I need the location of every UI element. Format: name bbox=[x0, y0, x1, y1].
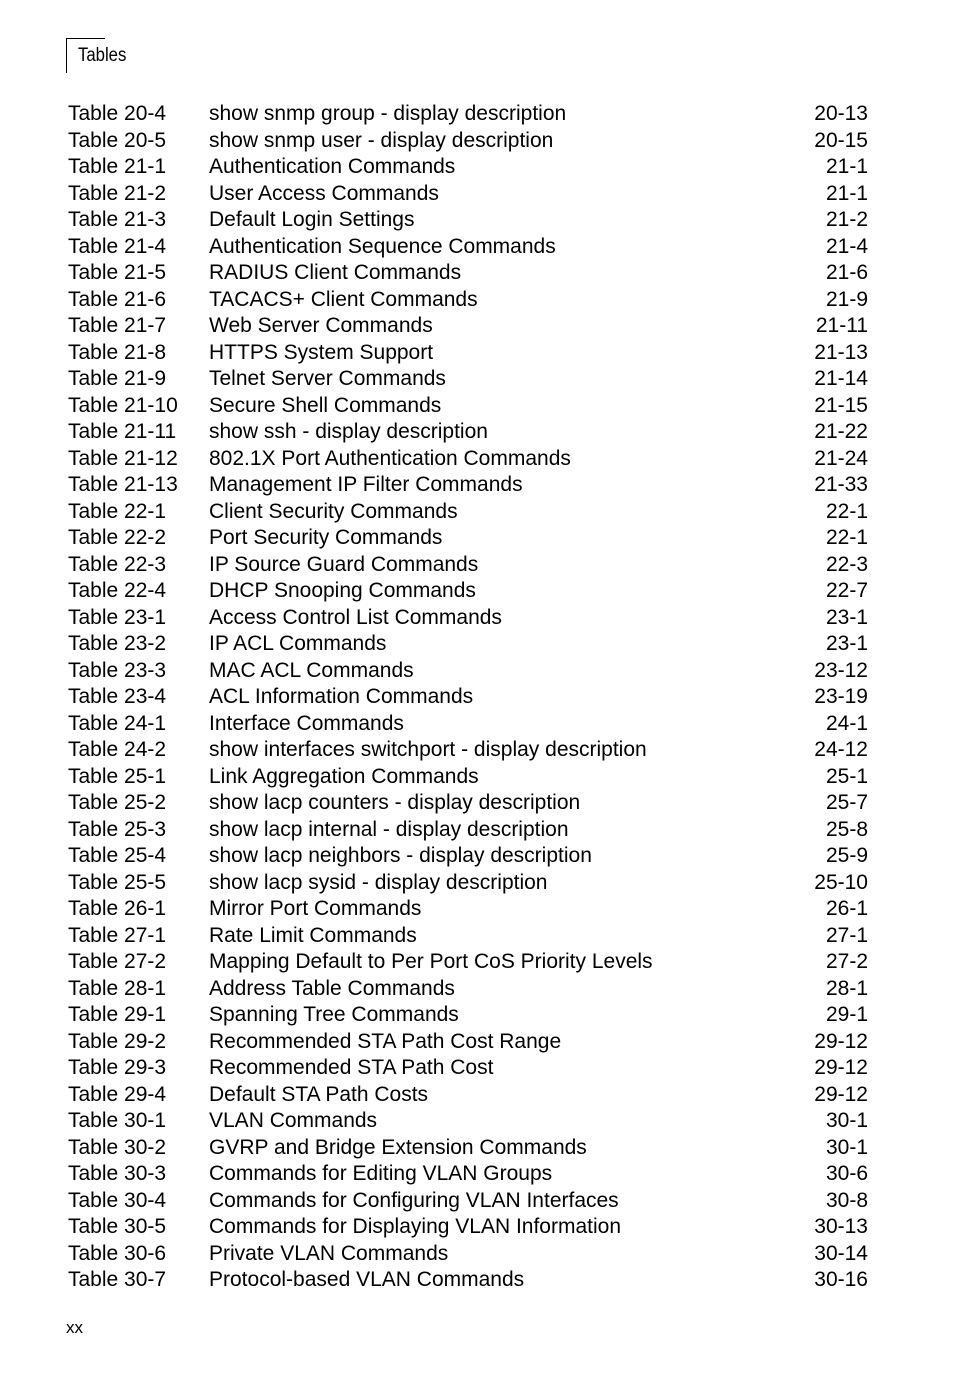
table-title: Management IP Filter Commands bbox=[209, 473, 523, 496]
toc-entry[interactable] bbox=[68, 817, 868, 844]
table-number: Table 25-5 bbox=[68, 870, 167, 894]
toc-entry[interactable] bbox=[68, 181, 868, 208]
page-reference: 29-1 bbox=[825, 1003, 868, 1026]
page-reference: 20-15 bbox=[814, 128, 868, 152]
page-reference: 23-12 bbox=[814, 658, 868, 682]
page-number: xx bbox=[66, 1318, 83, 1337]
page-reference: 29-12 bbox=[814, 1082, 868, 1106]
table-title: Recommended STA Path Cost bbox=[209, 1056, 494, 1079]
table-number: Table 21-8 bbox=[68, 340, 167, 364]
table-number: Table 21-3 bbox=[68, 208, 167, 231]
page-reference: 30-6 bbox=[825, 1162, 868, 1185]
table-title: Port Security Commands bbox=[209, 526, 443, 549]
table-number: Table 21-4 bbox=[68, 234, 167, 258]
table-title: Secure Shell Commands bbox=[209, 393, 442, 417]
page-reference: 22-1 bbox=[825, 499, 868, 523]
page-reference: 30-1 bbox=[825, 1135, 868, 1159]
table-number: Table 21-2 bbox=[68, 181, 167, 205]
table-number: Table 23-2 bbox=[68, 632, 167, 655]
table-title: show lacp sysid - display description bbox=[209, 870, 548, 894]
table-title: Spanning Tree Commands bbox=[209, 1003, 459, 1026]
page-reference: 29-12 bbox=[814, 1056, 868, 1079]
table-number: Table 29-1 bbox=[68, 1003, 167, 1026]
table-number: Table 25-1 bbox=[68, 764, 167, 788]
table-title: Mapping Default to Per Port CoS Priority Levels bbox=[209, 950, 653, 973]
toc-entry[interactable] bbox=[68, 446, 868, 473]
table-number: Table 22-3 bbox=[68, 552, 167, 576]
table-number: Table 25-2 bbox=[68, 791, 167, 814]
table-number: Table 23-4 bbox=[68, 685, 167, 708]
page-reference: 21-33 bbox=[814, 473, 868, 496]
table-title: show lacp neighbors - display description bbox=[209, 844, 592, 867]
toc-entry[interactable] bbox=[68, 1135, 868, 1162]
page-reference: 21-13 bbox=[814, 340, 868, 364]
toc-entry[interactable] bbox=[68, 207, 868, 234]
running-header bbox=[66, 38, 127, 73]
toc-entry[interactable] bbox=[68, 472, 868, 499]
toc-entry[interactable] bbox=[68, 658, 868, 685]
toc-entry[interactable] bbox=[68, 684, 868, 711]
table-title: Mirror Port Commands bbox=[209, 897, 422, 920]
table-title: RADIUS Client Commands bbox=[209, 261, 462, 284]
page-reference: 23-19 bbox=[814, 685, 868, 708]
table-number: Table 21-6 bbox=[68, 287, 167, 311]
table-title: Commands for Editing VLAN Groups bbox=[209, 1162, 553, 1185]
page-reference: 22-1 bbox=[825, 526, 868, 549]
page-reference: 21-2 bbox=[825, 208, 868, 231]
page-reference: 24-1 bbox=[825, 711, 868, 735]
table-number: Table 23-1 bbox=[68, 605, 167, 629]
toc-entry[interactable] bbox=[68, 287, 868, 314]
table-title: Client Security Commands bbox=[209, 499, 458, 523]
toc-entry[interactable] bbox=[68, 605, 868, 632]
toc-entry[interactable] bbox=[68, 1055, 868, 1082]
toc-entry[interactable] bbox=[68, 499, 868, 526]
toc-entry[interactable] bbox=[68, 843, 868, 870]
toc-entry[interactable] bbox=[68, 1108, 868, 1135]
table-number: Table 25-4 bbox=[68, 844, 167, 867]
page-reference: 25-9 bbox=[825, 844, 868, 867]
table-of-contents-list bbox=[68, 101, 868, 1294]
table-number: Table 21-10 bbox=[68, 393, 178, 417]
table-title: GVRP and Bridge Extension Commands bbox=[209, 1135, 587, 1159]
page-reference: 24-12 bbox=[814, 738, 868, 761]
page-reference: 28-1 bbox=[825, 976, 868, 1000]
table-number: Table 20-5 bbox=[68, 128, 167, 152]
page-reference: 23-1 bbox=[825, 605, 868, 629]
table-number: Table 27-1 bbox=[68, 923, 167, 947]
table-title: Private VLAN Commands bbox=[209, 1241, 449, 1265]
toc-entry[interactable] bbox=[68, 1241, 868, 1268]
table-number: Table 30-1 bbox=[68, 1109, 167, 1132]
page-reference: 23-1 bbox=[825, 632, 868, 655]
page-reference: 21-15 bbox=[814, 393, 868, 417]
table-title: show snmp group - display description bbox=[209, 102, 567, 125]
table-number: Table 21-11 bbox=[68, 420, 177, 443]
table-number: Table 21-9 bbox=[68, 367, 167, 390]
toc-entry[interactable] bbox=[68, 234, 868, 261]
table-number: Table 28-1 bbox=[68, 976, 167, 1000]
table-title: IP Source Guard Commands bbox=[209, 552, 479, 576]
table-title: Link Aggregation Commands bbox=[209, 764, 479, 788]
toc-entry[interactable] bbox=[68, 764, 868, 791]
page-reference: 21-1 bbox=[825, 155, 868, 178]
toc-entry[interactable] bbox=[68, 1002, 868, 1029]
page-reference: 30-1 bbox=[825, 1109, 868, 1132]
table-number: Table 24-2 bbox=[68, 738, 167, 761]
page-reference: 22-7 bbox=[825, 579, 868, 602]
toc-entry[interactable] bbox=[68, 711, 868, 738]
table-number: Table 21-5 bbox=[68, 261, 167, 284]
toc-entry[interactable] bbox=[68, 923, 868, 950]
table-title: ACL Information Commands bbox=[209, 685, 474, 708]
table-title: Default STA Path Costs bbox=[209, 1082, 429, 1106]
toc-entry[interactable] bbox=[68, 340, 868, 367]
toc-entry[interactable] bbox=[68, 128, 868, 155]
page-reference: 27-2 bbox=[825, 950, 868, 973]
table-title: TACACS+ Client Commands bbox=[209, 287, 478, 311]
table-number: Table 21-7 bbox=[68, 314, 167, 337]
page-reference: 21-1 bbox=[825, 181, 868, 205]
page-reference: 20-13 bbox=[814, 102, 868, 125]
toc-entry[interactable] bbox=[68, 896, 868, 923]
table-title: HTTPS System Support bbox=[209, 340, 434, 364]
toc-entry[interactable] bbox=[68, 1267, 868, 1294]
toc-entry[interactable] bbox=[68, 525, 868, 552]
table-title: Web Server Commands bbox=[209, 314, 433, 337]
table-title: show lacp internal - display description bbox=[209, 817, 569, 841]
page-reference: 25-1 bbox=[825, 764, 868, 788]
table-title: Recommended STA Path Cost Range bbox=[209, 1029, 562, 1053]
toc-entry[interactable] bbox=[68, 1029, 868, 1056]
toc-entry[interactable] bbox=[68, 552, 868, 579]
table-title: show snmp user - display description bbox=[209, 128, 554, 152]
page-reference: 26-1 bbox=[825, 897, 868, 920]
table-title: Telnet Server Commands bbox=[209, 367, 446, 390]
table-title: Address Table Commands bbox=[209, 976, 455, 1000]
table-title: Authentication Sequence Commands bbox=[209, 234, 556, 258]
page-reference: 30-14 bbox=[814, 1241, 868, 1265]
table-title: Rate Limit Commands bbox=[209, 923, 417, 947]
page-reference: 21-24 bbox=[814, 446, 868, 470]
table-number: Table 30-5 bbox=[68, 1215, 167, 1238]
table-title: Access Control List Commands bbox=[209, 605, 502, 629]
toc-entry[interactable] bbox=[68, 154, 868, 181]
toc-entry[interactable] bbox=[68, 1161, 868, 1188]
table-title: MAC ACL Commands bbox=[209, 658, 414, 682]
table-number: Table 23-3 bbox=[68, 658, 167, 682]
table-number: Table 30-4 bbox=[68, 1188, 167, 1212]
table-number: Table 24-1 bbox=[68, 711, 167, 735]
table-number: Table 30-2 bbox=[68, 1135, 167, 1159]
toc-entry[interactable] bbox=[68, 313, 868, 340]
table-number: Table 29-2 bbox=[68, 1029, 167, 1053]
table-number: Table 30-6 bbox=[68, 1241, 167, 1265]
table-number: Table 20-4 bbox=[68, 102, 167, 125]
table-number: Table 21-12 bbox=[68, 446, 178, 470]
toc-entry[interactable] bbox=[68, 631, 868, 658]
page-reference: 21-4 bbox=[825, 234, 868, 258]
table-title: VLAN Commands bbox=[209, 1109, 378, 1132]
toc-entry[interactable] bbox=[68, 101, 868, 128]
table-number: Table 22-4 bbox=[68, 579, 167, 602]
toc-entry[interactable] bbox=[68, 260, 868, 287]
toc-entry[interactable] bbox=[68, 790, 868, 817]
table-title: Interface Commands bbox=[209, 711, 404, 735]
page-reference: 21-14 bbox=[814, 367, 868, 390]
page-reference: 30-16 bbox=[814, 1268, 868, 1291]
toc-entry[interactable] bbox=[68, 1188, 868, 1215]
table-number: Table 26-1 bbox=[68, 897, 167, 920]
table-number: Table 30-7 bbox=[68, 1268, 167, 1291]
table-title: show ssh - display description bbox=[209, 420, 488, 443]
page-reference: 21-6 bbox=[825, 261, 868, 284]
toc-entry[interactable] bbox=[68, 976, 868, 1003]
table-title: Default Login Settings bbox=[209, 208, 415, 231]
table-title: Commands for Configuring VLAN Interfaces bbox=[209, 1188, 619, 1212]
table-number: Table 22-2 bbox=[68, 526, 167, 549]
table-number: Table 29-4 bbox=[68, 1082, 167, 1106]
table-number: Table 25-3 bbox=[68, 817, 167, 841]
toc-entry[interactable] bbox=[68, 578, 868, 605]
page-reference: 22-3 bbox=[825, 552, 868, 576]
page-reference: 27-1 bbox=[825, 923, 868, 947]
toc-entry[interactable] bbox=[68, 1082, 868, 1109]
table-title: IP ACL Commands bbox=[209, 632, 387, 655]
table-title: DHCP Snooping Commands bbox=[209, 579, 476, 602]
page-reference: 30-13 bbox=[814, 1215, 868, 1238]
table-number: Table 27-2 bbox=[68, 950, 167, 973]
toc-entry[interactable] bbox=[68, 419, 868, 446]
table-title: User Access Commands bbox=[209, 181, 439, 205]
page-reference: 21-9 bbox=[825, 287, 868, 311]
page-reference: 25-8 bbox=[825, 817, 868, 841]
toc-entry[interactable] bbox=[68, 870, 868, 897]
running-header-label: Tables bbox=[78, 45, 127, 66]
toc-entry[interactable] bbox=[68, 1214, 868, 1241]
table-number: Table 21-13 bbox=[68, 473, 178, 496]
table-title: show lacp counters - display description bbox=[209, 791, 581, 814]
table-title: Authentication Commands bbox=[209, 155, 456, 178]
table-title: 802.1X Port Authentication Commands bbox=[209, 446, 571, 470]
toc-entry[interactable] bbox=[68, 949, 868, 976]
toc-entry[interactable] bbox=[68, 393, 868, 420]
table-number: Table 21-1 bbox=[68, 155, 167, 178]
page-reference: 30-8 bbox=[825, 1188, 868, 1212]
table-title: show interfaces switchport - display description bbox=[209, 738, 647, 761]
page-reference: 21-22 bbox=[814, 420, 868, 443]
page-reference: 21-11 bbox=[815, 314, 868, 337]
page-reference: 29-12 bbox=[814, 1029, 868, 1053]
table-number: Table 30-3 bbox=[68, 1162, 167, 1185]
toc-entry[interactable] bbox=[68, 737, 868, 764]
page-reference: 25-7 bbox=[825, 791, 868, 814]
table-number: Table 29-3 bbox=[68, 1056, 167, 1079]
table-title: Commands for Displaying VLAN Information bbox=[209, 1215, 622, 1238]
table-title: Protocol-based VLAN Commands bbox=[209, 1268, 525, 1291]
page-reference: 25-10 bbox=[814, 870, 868, 894]
toc-entry[interactable] bbox=[68, 366, 868, 393]
table-number: Table 22-1 bbox=[68, 499, 167, 523]
